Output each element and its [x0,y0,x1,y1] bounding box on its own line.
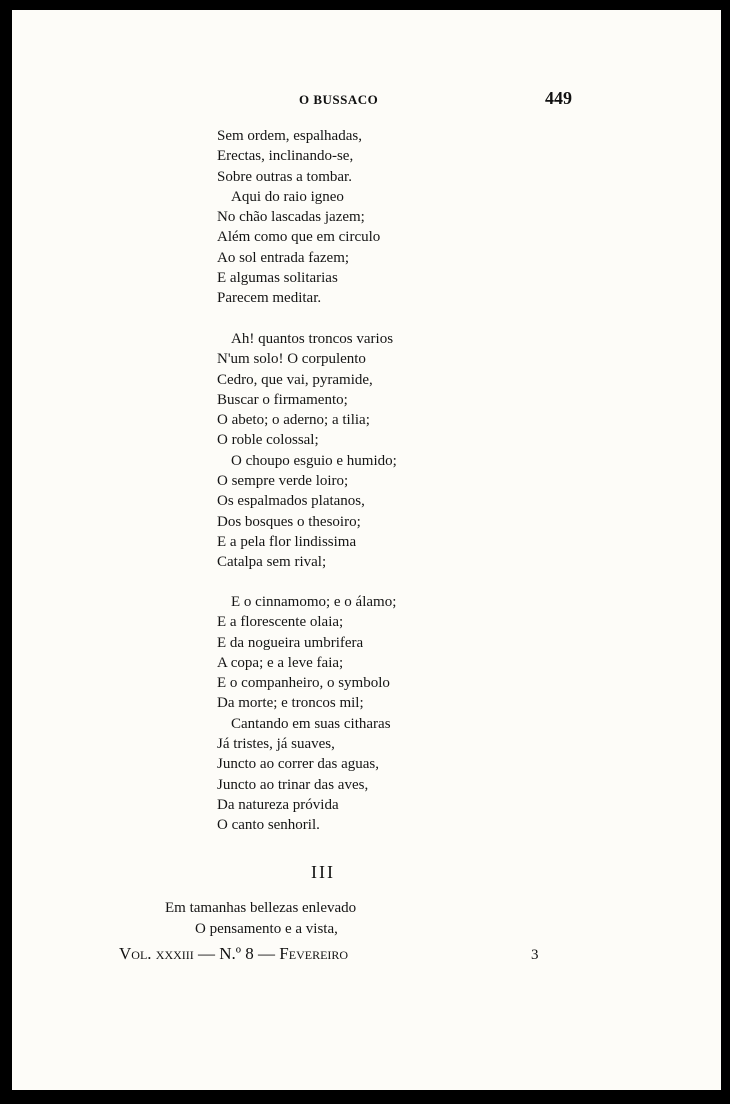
running-title: O BUSSACO [299,92,379,107]
verse-line: O abeto; o aderno; a tilia; [217,412,370,429]
verse-line: O canto senhoril. [217,817,320,834]
verse-line: No chão lascadas jazem; [217,209,365,226]
stanza-1 [217,126,380,309]
verse-line: Aqui do raio igneo [231,188,344,205]
verse-line: Juncto ao correr das aguas, [217,756,380,773]
verse-line: E da nogueira umbrifera [217,634,364,651]
verse-line: Da natureza próvida [217,796,339,813]
stanza-2 [217,329,397,573]
verse-line: Buscar o firmamento; [217,391,348,408]
verse-line: O roble colossal; [217,432,319,449]
verse-line: Além como que em circulo [217,229,381,246]
verse-line: E algumas solitarias [217,270,338,287]
verse-line: N'um solo! O corpulento [217,351,366,368]
section-numeral: III [311,862,335,882]
verse-line: Catalpa sem rival; [217,554,327,571]
verse-line: O choupo esguio e humido; [231,452,397,469]
verse-line: A copa; e a leve faia; [217,654,344,671]
verse-line: Parecem meditar. [217,290,322,307]
stanza-3 [217,592,396,836]
verse-line: Da morte; e troncos mil; [217,695,364,712]
verse-line: Sobre outras a tombar. [217,168,352,185]
verse-line: E o companheiro, o symbolo [217,675,390,692]
verse-line: Dos bosques o thesoiro; [217,513,361,530]
verse-line: E a pela flor lindissima [217,533,357,550]
signature-mark: 3 [531,947,539,963]
verse-line: Ah! quantos troncos varios [231,331,394,347]
verse-line: Juncto ao trinar das aves, [217,776,369,793]
verse-line: O sempre verde loiro; [217,473,349,490]
verse-line: Cedro, que vai, pyramide, [217,371,373,388]
verse-line: E o cinnamomo; e o álamo; [231,594,397,610]
verse-line: Já tristes, já suaves, [217,736,335,753]
verse-line: Ao sol entrada fazem; [217,249,350,266]
verse-line: Cantando em suas citharas [231,715,391,732]
volume-signature: Vol. xxxiii — N.º 8 — Fevereiro [119,944,349,963]
verse-line: Erectas, inclinando-se, [217,148,354,165]
section-verse-line: Em tamanhas bellezas enlevado [165,900,357,916]
verse-line: E a florescente olaia; [217,614,344,631]
verse-line: Sem ordem, espalhadas, [217,128,362,144]
verse-line: Os espalmados platanos, [217,493,365,510]
page-number: 449 [545,88,572,108]
section-verse-line: O pensamento e a vista, [195,921,338,937]
book-page [12,10,721,1090]
